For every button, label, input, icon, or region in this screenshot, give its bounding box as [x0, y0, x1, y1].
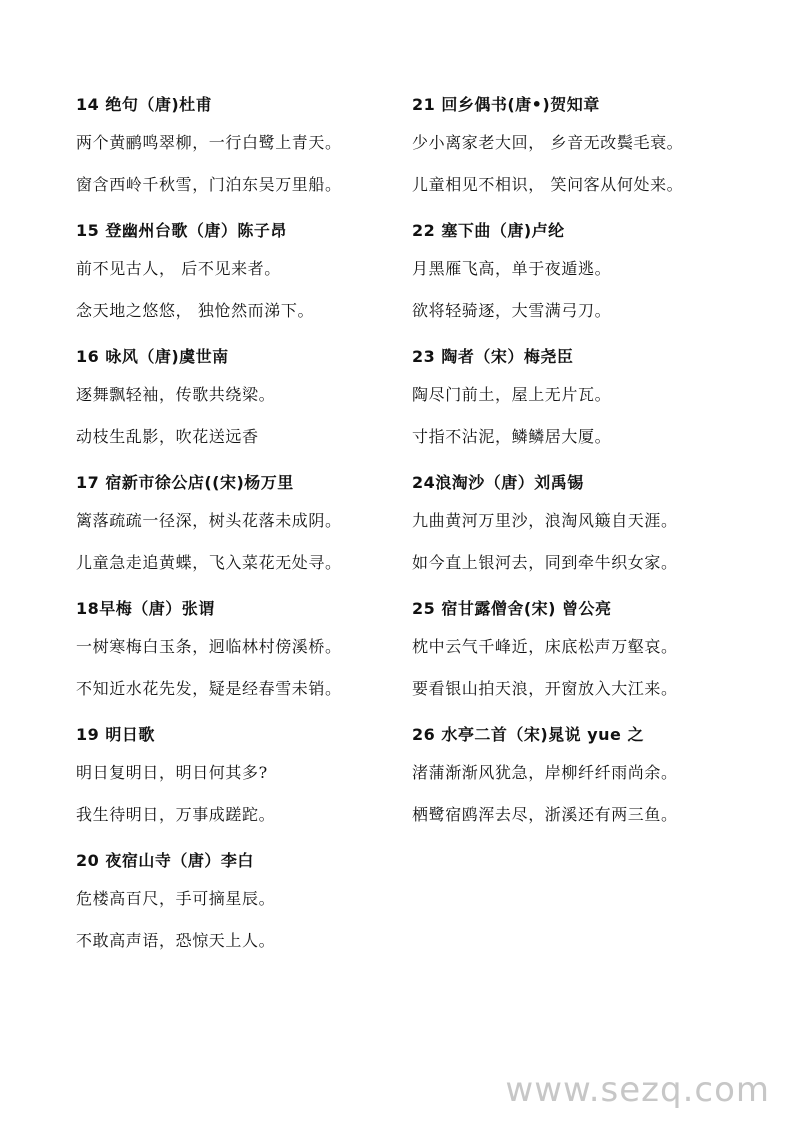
poem-block	[76, 214, 436, 340]
poem-line: 少小离家老大回， 乡音无改鬓毛衰。	[412, 133, 684, 152]
poem-title: 15 登幽州台歌（唐）陈子昂	[76, 221, 287, 240]
watermark: www.sezq.com	[505, 1070, 770, 1110]
poem-title: 17 宿新市徐公店((宋)杨万里	[76, 473, 294, 492]
poem-line: 九曲黄河万里沙，浪淘风簸自天涯。	[412, 511, 678, 530]
poem-spacer	[412, 710, 772, 718]
poem-title: 18早梅（唐）张谓	[76, 599, 215, 618]
poem-line: 欲将轻骑逐，大雪满弓刀。	[412, 301, 612, 320]
poem-title: 23 陶者（宋）梅尧臣	[412, 347, 574, 366]
poem-spacer	[76, 962, 436, 970]
poem-spacer	[412, 206, 772, 214]
poem-block	[76, 718, 436, 844]
poem-title: 24浪淘沙（唐）刘禹锡	[412, 473, 584, 492]
poem-spacer	[412, 458, 772, 466]
poem-spacer	[412, 332, 772, 340]
poem-block	[412, 340, 772, 466]
poem-line: 前不见古人， 后不见来者。	[76, 259, 281, 278]
poem-line: 寸指不沾泥，鳞鳞居大厦。	[412, 427, 612, 446]
poem-line: 要看银山拍天浪，开窗放入大江来。	[412, 679, 678, 698]
poem-block	[76, 340, 436, 466]
poem-title: 25 宿甘露僧舍(宋) 曾公亮	[412, 599, 612, 618]
poem-block	[76, 88, 436, 214]
poem-line: 两个黄鹂鸣翠柳，一行白鹭上青天。	[76, 133, 342, 152]
poem-title: 16 咏风（唐)虞世南	[76, 347, 229, 366]
poem-title: 19 明日歌	[76, 725, 155, 744]
poem-spacer	[76, 332, 436, 340]
poem-title: 21 回乡偶书(唐•)贺知章	[412, 95, 600, 114]
poem-line: 明日复明日，明日何其多?	[76, 763, 268, 782]
poem-spacer	[76, 206, 436, 214]
poem-block	[412, 592, 772, 718]
poem-spacer	[76, 458, 436, 466]
poem-block	[412, 214, 772, 340]
poem-block	[76, 844, 436, 970]
poem-line: 不敢高声语，恐惊天上人。	[76, 931, 276, 950]
poem-line: 儿童相见不相识， 笑问客从何处来。	[412, 175, 684, 194]
poem-line: 我生待明日，万事成蹉跎。	[76, 805, 276, 824]
poem-spacer	[76, 710, 436, 718]
poem-line: 危楼高百尺，手可摘星辰。	[76, 889, 276, 908]
poem-line: 逐舞飘轻袖，传歌共绕梁。	[76, 385, 276, 404]
poem-title: 22 塞下曲（唐)卢纶	[412, 221, 565, 240]
poem-block	[412, 718, 772, 844]
poem-line: 窗含西岭千秋雪，门泊东吴万里船。	[76, 175, 342, 194]
poem-line: 不知近水花先发，疑是经春雪未销。	[76, 679, 342, 698]
poem-block	[412, 466, 772, 592]
right-column	[412, 88, 772, 844]
poem-line: 陶尽门前土，屋上无片瓦。	[412, 385, 612, 404]
poem-title: 14 绝句（唐)杜甫	[76, 95, 213, 114]
poem-line: 动枝生乱影，吹花送远香	[76, 427, 259, 446]
poem-title: 20 夜宿山寺（唐）李白	[76, 851, 254, 870]
poem-spacer	[412, 584, 772, 592]
poem-line: 儿童急走追黄蝶，飞入菜花无处寻。	[76, 553, 342, 572]
poem-block	[76, 466, 436, 592]
poem-line: 如今直上银河去，同到牵牛织女家。	[412, 553, 678, 572]
poem-spacer	[76, 836, 436, 844]
poem-block	[412, 88, 772, 214]
poem-line: 一树寒梅白玉条，迥临林村傍溪桥。	[76, 637, 342, 656]
poem-spacer	[412, 836, 772, 844]
left-column	[76, 88, 436, 970]
poem-line: 月黑雁飞高，单于夜遁逃。	[412, 259, 612, 278]
poem-line: 篱落疏疏一径深，树头花落未成阴。	[76, 511, 342, 530]
poem-line: 枕中云气千峰近，床底松声万壑哀。	[412, 637, 678, 656]
poem-line: 念天地之悠悠， 独怆然而涕下。	[76, 301, 315, 320]
poem-line: 栖鹭宿鸥浑去尽，浙溪还有两三鱼。	[412, 805, 678, 824]
poem-block	[76, 592, 436, 718]
poem-line: 渚蒲渐渐风犹急，岸柳纤纤雨尚余。	[412, 763, 678, 782]
poem-spacer	[76, 584, 436, 592]
poem-title: 26 水亭二首（宋)晁说 yue 之	[412, 725, 644, 744]
